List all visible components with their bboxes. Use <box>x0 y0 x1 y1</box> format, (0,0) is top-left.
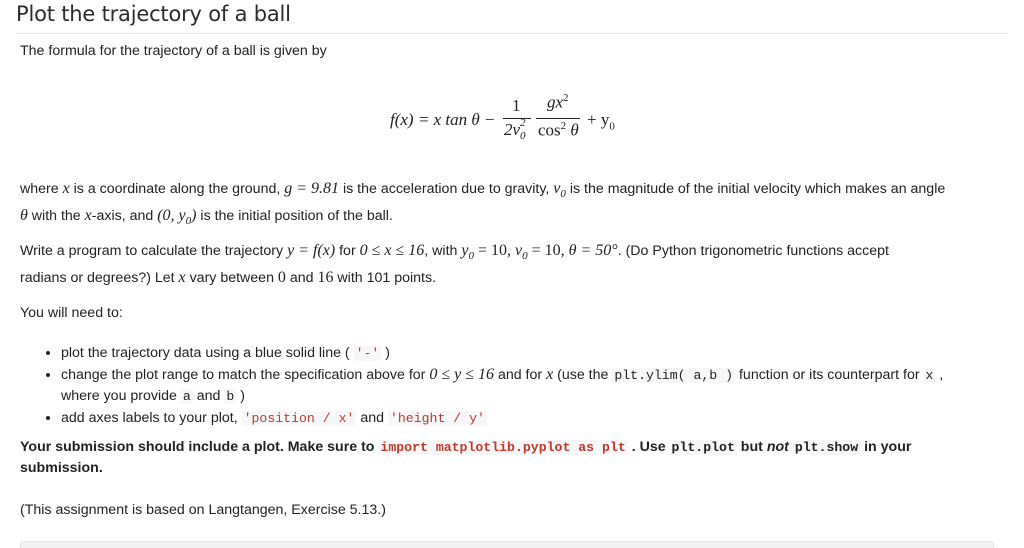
list-item: • add axes labels to your plot, 'position / x' and 'height / y' <box>61 408 1021 430</box>
formula-frac1-den: 2v 2 0 <box>504 117 526 142</box>
formula-frac2-num: $gx^2$ <box>547 92 569 112</box>
requirements-list <box>20 343 1021 429</box>
formula-frac2-den: $\cos^2 \theta$ <box>538 120 579 140</box>
formula-frac2-bar <box>536 118 580 119</box>
formula-frac1-bar <box>503 118 531 119</box>
list-item: • plot the trajectory data using a blue solid line ( '-' ) <box>61 343 1021 365</box>
formula-lhs: f(x) = x tan θ − <box>390 110 496 129</box>
formula-rhs: + $y_0$ <box>587 110 615 133</box>
program-paragraph: Write a program to calculate the trajectory y = f(x) for 0 ≤ x ≤ 16, with $y_0 = 10$, $v_0 = 10$, θ = 50°. (Do Python trigonometric functions accept radians or degrees?) Let x vary between 0 and 16 with 101 points. <box>20 242 889 287</box>
source-note: (This assignment is based on Langtangen, Exercise 5.13.) <box>20 502 386 518</box>
intro-text: The formula for the trajectory of a ball is given by <box>20 43 327 59</box>
list-item: • change the plot range to match the specification above for 0 ≤ y ≤ 16 and for x (use the plt.ylim( a,b ) function or its counterpart for x , where you provide a and b ) <box>61 365 1021 408</box>
where-paragraph: where x is a coordinate along the ground, g = 9.81 is the acceleration due to gravity, $v_0$ is the magnitude of the initial velocity which makes an angle θ with the x-axis, and (0, $y_0$) is the initial position of the ball. <box>20 180 946 228</box>
submission-paragraph: Your submission should include a plot. Make sure to import matplotlib.pyplot as plt . Use plt.plot but not plt.show in your submission. <box>20 439 912 476</box>
page-title: Plot the trajectory of a ball <box>16 2 291 26</box>
need-heading: You will need to: <box>20 305 123 321</box>
title-divider <box>16 33 1008 34</box>
formula-frac1-num: 1 <box>512 96 521 115</box>
